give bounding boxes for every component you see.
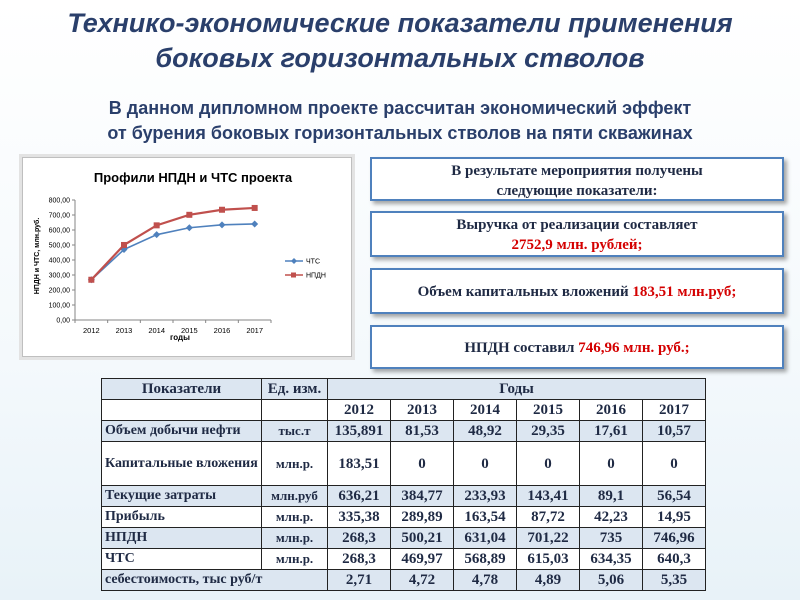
table-cell: 81,53 xyxy=(391,421,454,442)
x-tick-label: 2017 xyxy=(246,326,264,335)
slide-subtitle xyxy=(0,96,800,146)
year-cell: 2017 xyxy=(643,400,706,421)
row-label: Капитальные вложения xyxy=(102,442,262,486)
slide-subtitle-line2: от бурения боковых горизонтальных стволов на пяти скважинах xyxy=(107,123,693,143)
table-header-row xyxy=(102,379,706,400)
table-cell: 42,23 xyxy=(580,507,643,528)
legend-label: ЧТС xyxy=(306,258,320,266)
line-chart xyxy=(23,158,351,356)
table-cell: 5,06 xyxy=(580,570,643,591)
year-cell: 2014 xyxy=(454,400,517,421)
table-cell: 735 xyxy=(580,528,643,549)
info-box-capital xyxy=(370,268,784,314)
data-point-npdn xyxy=(186,212,192,218)
slide-title-line2: боковых горизонтальных стволов xyxy=(155,43,645,73)
y-tick-label: 400,00 xyxy=(48,257,70,265)
y-tick-label: 300,00 xyxy=(48,272,70,280)
data-point-chts xyxy=(219,221,226,228)
y-tick-label: 800,00 xyxy=(48,197,70,205)
table-cell: 0 xyxy=(517,442,580,486)
table-cell: 568,89 xyxy=(454,549,517,570)
info-npdn-text: НПДН составил xyxy=(464,340,579,356)
table-cell: 17,61 xyxy=(580,421,643,442)
data-point-npdn xyxy=(88,277,94,283)
chart-y-axis-label: НПДН и ЧТС, млн.руб. xyxy=(34,217,41,295)
table-cell: 89,1 xyxy=(580,486,643,507)
chart-title: Профили НПДН и ЧТС проекта xyxy=(93,170,293,185)
info-capital-text: Объем капитальных вложений xyxy=(417,284,633,300)
y-tick-label: 200,00 xyxy=(48,287,70,295)
table-cell: 500,21 xyxy=(391,528,454,549)
info-box-results-intro xyxy=(370,157,784,201)
table-row xyxy=(102,528,706,549)
table-cell-empty xyxy=(102,400,262,421)
table-cell: 2,71 xyxy=(328,570,391,591)
table-cell: 87,72 xyxy=(517,507,580,528)
year-cell: 2012 xyxy=(328,400,391,421)
data-point-npdn xyxy=(219,207,225,213)
info-npdn-value: 746,96 млн. руб.; xyxy=(578,340,690,356)
y-tick-label: 500,00 xyxy=(48,242,70,250)
year-cell: 2016 xyxy=(580,400,643,421)
data-point-chts xyxy=(251,220,258,227)
legend-marker xyxy=(291,258,297,264)
info-capital-value: 183,51 млн.руб; xyxy=(632,284,737,300)
row-unit: тыс.т xyxy=(262,421,328,442)
table-cell: 640,3 xyxy=(643,549,706,570)
indicators-table xyxy=(101,378,706,591)
table-cell: 29,35 xyxy=(517,421,580,442)
year-cell: 2013 xyxy=(391,400,454,421)
y-tick-label: 100,00 xyxy=(48,302,70,310)
row-label: Прибыль xyxy=(102,507,262,528)
info-results-intro-line2: следующие показатели: xyxy=(496,183,658,199)
row-label: ЧТС xyxy=(102,549,262,570)
y-tick-label: 600,00 xyxy=(48,227,70,235)
table-cell: 335,38 xyxy=(328,507,391,528)
table-cell: 10,57 xyxy=(643,421,706,442)
series-line-npdn xyxy=(91,208,254,280)
table-cell: 14,95 xyxy=(643,507,706,528)
x-tick-label: 2015 xyxy=(180,326,198,335)
table-cell: 701,22 xyxy=(517,528,580,549)
row-label: себестоимость, тыс руб/т xyxy=(102,570,328,591)
row-unit: млн.р. xyxy=(262,528,328,549)
data-point-npdn xyxy=(121,242,127,248)
table-years-row xyxy=(102,400,706,421)
row-label: НПДН xyxy=(102,528,262,549)
row-label: Объем добычи нефти xyxy=(102,421,262,442)
table-cell: 289,89 xyxy=(391,507,454,528)
row-label: Текущие затраты xyxy=(102,486,262,507)
chart-x-axis-label: годы xyxy=(170,333,190,342)
table-cell: 268,3 xyxy=(328,549,391,570)
table-cell: 384,77 xyxy=(391,486,454,507)
table-cell: 631,04 xyxy=(454,528,517,549)
x-tick-label: 2016 xyxy=(213,326,231,335)
table-cell: 0 xyxy=(391,442,454,486)
table-cell: 4,78 xyxy=(454,570,517,591)
table-row xyxy=(102,570,706,591)
table-cell: 163,54 xyxy=(454,507,517,528)
table-cell-empty xyxy=(262,400,328,421)
table-row xyxy=(102,549,706,570)
table-row xyxy=(102,442,706,486)
table-cell: 268,3 xyxy=(328,528,391,549)
data-point-npdn xyxy=(252,205,258,211)
table-cell: 469,97 xyxy=(391,549,454,570)
table-row xyxy=(102,507,706,528)
data-point-chts xyxy=(186,224,193,231)
slide-title xyxy=(0,6,800,76)
table-cell: 636,21 xyxy=(328,486,391,507)
table-cell: 0 xyxy=(454,442,517,486)
chart-panel xyxy=(22,157,352,357)
info-box-revenue xyxy=(370,211,784,257)
table-row xyxy=(102,421,706,442)
row-unit: млн.р. xyxy=(262,442,328,486)
year-cell: 2015 xyxy=(517,400,580,421)
x-tick-label: 2013 xyxy=(115,326,133,335)
slide-title-line1: Технико-экономические показатели применения xyxy=(67,8,733,38)
table-cell: 615,03 xyxy=(517,549,580,570)
row-unit: млн.руб xyxy=(262,486,328,507)
slide-subtitle-line1: В данном дипломном проекте рассчитан экономический эффект xyxy=(108,98,692,118)
table-cell: 56,54 xyxy=(643,486,706,507)
table-cell: 143,41 xyxy=(517,486,580,507)
info-box-npdn xyxy=(370,325,784,369)
row-unit: млн.р. xyxy=(262,549,328,570)
data-point-npdn xyxy=(154,222,160,228)
header-indicators: Показатели xyxy=(102,379,262,400)
table-cell: 0 xyxy=(580,442,643,486)
series-line-chts xyxy=(91,224,254,280)
table-cell: 135,891 xyxy=(328,421,391,442)
row-unit: млн.р. xyxy=(262,507,328,528)
info-results-intro-line1: В результате мероприятия получены xyxy=(451,163,703,179)
data-point-chts xyxy=(153,231,160,238)
table-cell: 4,72 xyxy=(391,570,454,591)
table-row xyxy=(102,486,706,507)
y-tick-label: 700,00 xyxy=(48,212,70,220)
table-cell: 5,35 xyxy=(643,570,706,591)
table-cell: 233,93 xyxy=(454,486,517,507)
table-cell: 4,89 xyxy=(517,570,580,591)
legend-marker xyxy=(291,273,296,278)
table-cell: 0 xyxy=(643,442,706,486)
table-cell: 634,35 xyxy=(580,549,643,570)
table-cell: 746,96 xyxy=(643,528,706,549)
y-tick-label: 0,00 xyxy=(56,317,70,325)
info-revenue-value: 2752,9 млн. рублей; xyxy=(511,237,643,253)
table-cell: 48,92 xyxy=(454,421,517,442)
header-unit: Ед. изм. xyxy=(262,379,328,400)
x-tick-label: 2014 xyxy=(148,326,166,335)
info-revenue-text: Выручка от реализации составляет xyxy=(456,217,698,233)
x-tick-label: 2012 xyxy=(82,326,100,335)
table-cell: 183,51 xyxy=(328,442,391,486)
header-years: Годы xyxy=(328,379,706,400)
legend-label: НПДН xyxy=(306,272,326,280)
